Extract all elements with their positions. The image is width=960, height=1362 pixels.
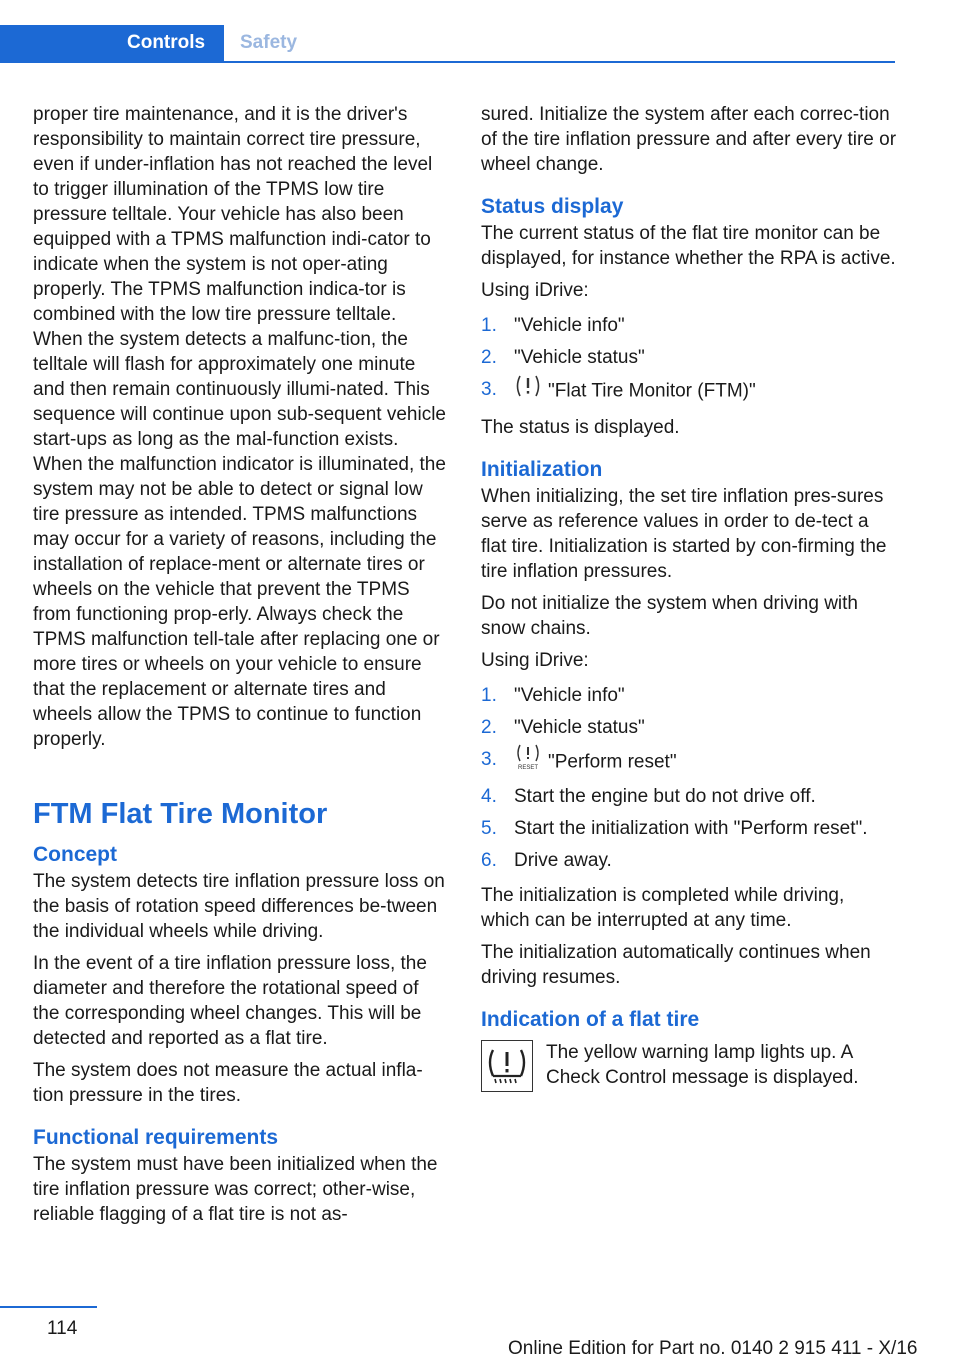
step-text: "Perform reset" <box>548 751 677 773</box>
status-steps-list <box>481 310 897 409</box>
initialization-paragraph-1: When initializing, the set tire inflation pres-sures serve as reference values in order to de-tect a flat tire. Initialization is started by con-firming the tire inflation pressures. <box>481 486 887 582</box>
functional-requirements-heading: Functional requirements <box>33 1126 279 1149</box>
initialization-paragraph-3: The initialization is completed while driving, which can be interrupted at any time. <box>481 885 845 931</box>
reset-icon-label: RESET <box>517 765 539 770</box>
init-using-idrive: Using iDrive: <box>481 650 589 671</box>
step-text: "Vehicle info" <box>514 315 625 336</box>
concept-heading: Concept <box>33 843 117 866</box>
tab-safety[interactable]: Safety <box>240 32 298 53</box>
list-item <box>481 813 897 845</box>
right-column <box>481 102 897 1097</box>
step-text: "Flat Tire Monitor (FTM)" <box>548 380 756 402</box>
status-using-idrive: Using iDrive: <box>481 280 589 301</box>
tire-warning-icon <box>514 374 542 409</box>
initialization-paragraph-2: Do not initialize the system when driving with snow chains. <box>481 593 859 639</box>
step-text: "Vehicle info" <box>514 685 625 706</box>
step-number: 2. <box>481 347 497 368</box>
step-number: 2. <box>481 717 497 738</box>
step-number: 4. <box>481 786 497 807</box>
list-item <box>481 374 897 409</box>
list-item <box>481 845 897 877</box>
tab-controls[interactable]: Controls <box>0 25 224 61</box>
list-item <box>481 744 897 781</box>
step-number: 3. <box>481 379 497 400</box>
step-text: "Vehicle status" <box>514 717 645 738</box>
section-title: FTM Flat Tire Monitor <box>33 798 328 830</box>
page-number: 114 <box>47 1318 78 1339</box>
step-text: Start the initialization with "Perform reset". <box>514 818 868 839</box>
flat-tire-indication-heading: Indication of a flat tire <box>481 1008 700 1031</box>
initialization-heading: Initialization <box>481 458 603 481</box>
tpms-intro-paragraph: proper tire maintenance, and it is the driver's responsibility to maintain correct tire pressure, even if under-inflation has not reached the level to trigger illumination of the TPMS low tire pressure telltale. Your vehicle has also been equipped with a TPMS malfunction indi-cator to indicate when the system is not oper-ating properly. The TPMS malfunction indica-tor is combined with the low tire pressure telltale. When the system detects a malfunc-tion, the telltale will flash for approximately one minute and then remain continuously illumi-nated. This sequence will continue upon sub-sequent vehicle start-ups as long as the mal-function exists. When the malfunction indicator is illuminated, the system may not be able to detect or signal low tire pressure as intended. TPMS malfunctions may occur for a variety of reasons, including the installation of replace-ment or alternate tires or wheels on the vehicle that prevent the TPMS from functioning prop-erly. Always check the TPMS malfunction tell-tale after replacing one or more tires or wheels on your vehicle to ensure that the replacement or alternate tires and wheels allow the TPMS to continue to function properly. <box>33 104 446 750</box>
status-display-heading: Status display <box>481 195 624 218</box>
step-number: 3. <box>481 749 497 770</box>
header-tabbar <box>0 25 895 63</box>
initialization-paragraph-4: The initialization automatically continues when driving resumes. <box>481 942 871 988</box>
list-item <box>481 712 897 744</box>
flat-tire-indication-paragraph: The yellow warning lamp lights up. A Check Control message is displayed. <box>546 1042 859 1088</box>
flat-tire-warning-lamp-icon <box>481 1040 533 1092</box>
step-number: 1. <box>481 685 497 706</box>
step-number: 6. <box>481 850 497 871</box>
continued-paragraph: sured. Initialize the system after each correc-tion of the tire inflation pressure and after every tire or wheel change. <box>481 104 897 175</box>
list-item <box>481 680 897 712</box>
flat-tire-indication-row <box>481 1040 897 1097</box>
init-steps-list <box>481 680 897 877</box>
list-item <box>481 781 897 813</box>
step-number: 5. <box>481 818 497 839</box>
list-item <box>481 342 897 374</box>
step-text: Start the engine but do not drive off. <box>514 786 816 807</box>
footer-divider <box>0 1306 97 1308</box>
functional-requirements-paragraph: The system must have been initialized when the tire inflation pressure was correct; other-wise, reliable flagging of a flat tire is not as- <box>33 1154 438 1225</box>
concept-paragraph-1: The system detects tire inflation pressure loss on the basis of rotation speed differences be-tween the individual wheels while driving. <box>33 871 445 942</box>
status-display-paragraph: The current status of the flat tire monitor can be displayed, for instance whether the RPA is active. <box>481 223 896 269</box>
step-text: Drive away. <box>514 850 612 871</box>
concept-paragraph-3: The system does not measure the actual infla-tion pressure in the tires. <box>33 1060 423 1106</box>
concept-paragraph-2: In the event of a tire inflation pressure loss, the diameter and therefore the rotational speed of the corresponding wheel changes. This will be detected and reported as a flat tire. <box>33 953 427 1049</box>
status-result: The status is displayed. <box>481 417 680 438</box>
step-text: "Vehicle status" <box>514 347 645 368</box>
list-item <box>481 310 897 342</box>
step-number: 1. <box>481 315 497 336</box>
tire-reset-icon <box>514 744 542 781</box>
left-column <box>33 102 449 1234</box>
edition-footer: Online Edition for Part no. 0140 2 915 411 - X/16 <box>508 1338 918 1359</box>
